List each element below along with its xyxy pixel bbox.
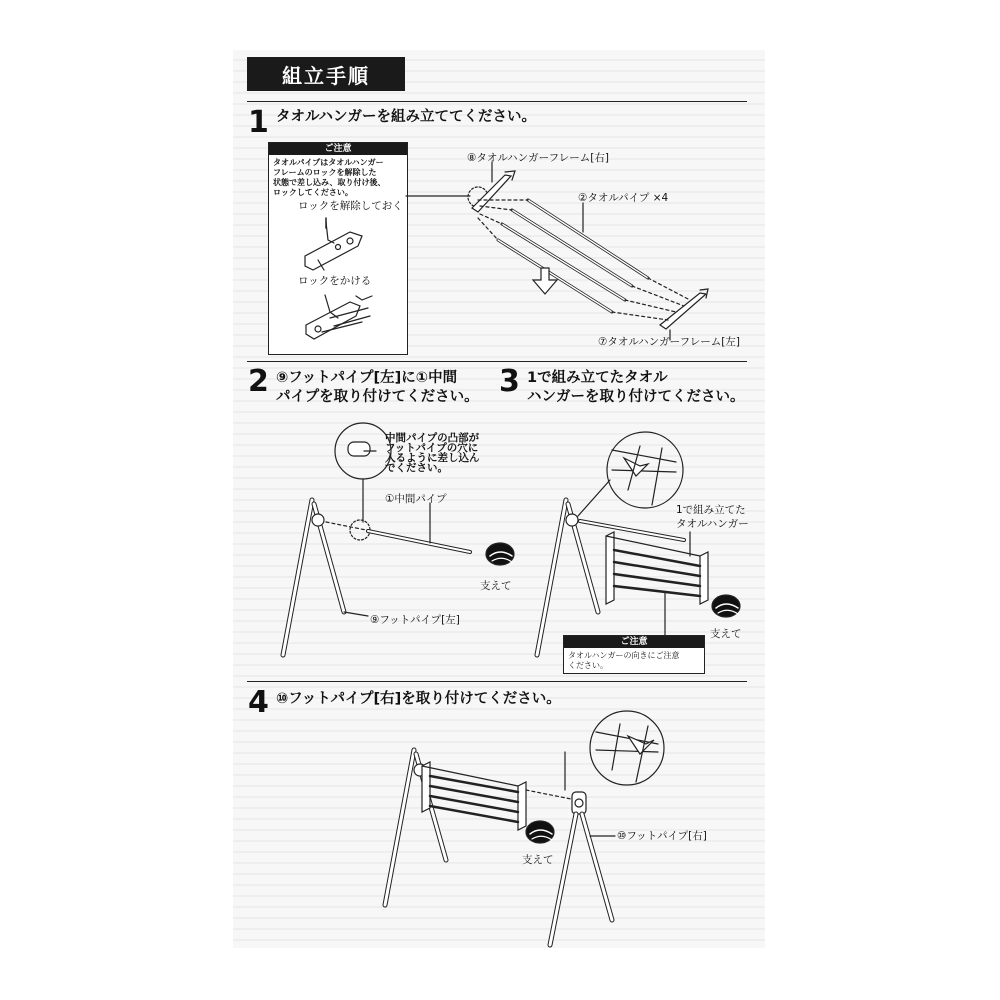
assembled-hanger-label-2: タオルハンガー (676, 518, 749, 530)
step1-caution-heading: ご注意 (269, 143, 407, 155)
lock-detail-illustration (306, 295, 372, 339)
unlock-detail-illustration (305, 218, 362, 270)
towel-hanger-frame-right-illustration (472, 171, 515, 212)
foot-pipe-right-label: ⑩フットパイプ[右] (617, 830, 707, 842)
step2-line2: パイプを取り付けてください。 (276, 389, 479, 405)
step2-number: 2 (248, 364, 269, 399)
towel-pipes-illustration (478, 200, 690, 320)
step4-detail-circle (590, 711, 664, 785)
foot-pipe-left-label: ⑨フットパイプ[左] (370, 614, 460, 626)
middle-pipe-label: ①中間パイプ (385, 493, 447, 505)
page-title: 組立手順 (247, 57, 405, 91)
step1-number: 1 (248, 105, 269, 140)
foot-pipe-left-leader (344, 612, 368, 616)
step3-line1: 1で組み立てたタオル (527, 370, 668, 386)
assembled-hanger-illustration (606, 532, 708, 604)
towel-hanger-frame-left-illustration (660, 289, 708, 329)
assembled-hanger-label-1: 1で組み立てた (676, 504, 746, 516)
step4-support-label: 支えて (522, 854, 554, 866)
middle-pipe-illustration (326, 522, 470, 552)
step3-line2: ハンガーを取り付けてください。 (527, 389, 745, 405)
step2-detail-circle (335, 423, 391, 479)
step3-support-label: 支えて (710, 628, 742, 640)
step4-text: ⑩フットパイプ[右]を取り付けてください。 (276, 691, 561, 707)
step1-caution-text: タオルパイプはタオルハンガー フレームのロックを解除した 状態で差し込み、取り付け後、 ロックしてください。 (273, 158, 386, 197)
step4-left-foot-illustration (385, 750, 446, 905)
foot-pipe-right-illustration (550, 792, 612, 945)
step3-caution-heading: ご注意 (564, 636, 704, 648)
step3-detail-leader (578, 480, 610, 516)
step3-number: 3 (499, 364, 520, 399)
step2-note: 中間パイプの凸部が フットパイプの穴に 入るように差し込ん でください。 (385, 432, 480, 474)
step4-hand-icon (526, 821, 554, 843)
lock-label: ロックをかける (298, 275, 372, 287)
insert-arrow-icon (533, 268, 557, 294)
step2-line1: ⑨フットパイプ[左]に①中間 (276, 370, 458, 386)
hand-icon (486, 543, 514, 565)
step3-hand-icon (712, 595, 740, 617)
step3-detail-circle (607, 432, 683, 508)
step1-text: タオルハンガーを組み立ててください。 (276, 109, 536, 125)
step3-caution-box: ご注意 タオルハンガーの向きにご注意 ください。 (563, 635, 705, 674)
step4-insert-line (526, 790, 576, 800)
towel-pipe-label: ②タオルパイプ ×4 (578, 192, 669, 204)
unlock-label: ロックを解除しておく (298, 200, 403, 212)
frame-left-label: ⑦タオルハンガーフレーム[左] (598, 336, 740, 348)
step2-support-label: 支えて (480, 580, 512, 592)
step4-hanger-illustration (422, 762, 526, 830)
step4-number: 4 (248, 685, 269, 720)
frame-right-label: ⑧タオルハンガーフレーム[右] (467, 152, 609, 164)
